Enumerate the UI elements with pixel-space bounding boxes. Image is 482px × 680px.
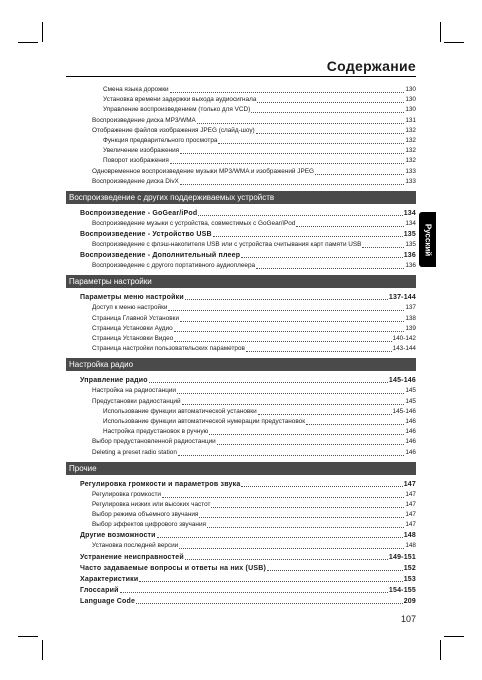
crop-mark <box>18 42 38 43</box>
toc-entry-page: 146 <box>405 417 416 425</box>
title-rule <box>66 76 416 77</box>
toc-entry-page: 137-144 <box>388 294 416 302</box>
toc-entry-label: Воспроизведение с другого портативного аудиоплеера <box>92 262 256 270</box>
dot-leader <box>179 541 404 549</box>
toc-chapter-entry[interactable] <box>66 479 416 490</box>
dot-leader <box>267 563 403 571</box>
dot-leader <box>218 136 404 144</box>
toc-entry-label: Глоссарий <box>80 586 119 594</box>
toc-entry[interactable] <box>66 344 416 354</box>
toc-entry-page: 146 <box>405 448 416 456</box>
toc-entry-page: 148 <box>405 542 416 550</box>
toc-entry-page: 149-151 <box>388 553 416 561</box>
toc-chapter-entry[interactable] <box>66 530 416 541</box>
toc-entry-page: 147 <box>403 480 416 488</box>
dot-leader <box>178 448 404 456</box>
toc-entry-page: 147 <box>405 500 416 508</box>
toc-entry-label: Поворот изображения <box>103 157 169 165</box>
page-number: 107 <box>400 614 416 624</box>
toc-entry-label: Воспроизведение диска DivX <box>92 177 179 185</box>
dot-leader <box>241 250 403 258</box>
toc-entry-label: Настройка предустановок в ручную <box>103 428 209 436</box>
dot-leader <box>197 116 405 124</box>
dot-leader <box>296 219 404 227</box>
dot-leader <box>209 427 404 435</box>
toc-entry-label: Увеличение изображения <box>103 147 180 155</box>
toc-entry[interactable] <box>66 314 416 324</box>
dot-leader <box>139 574 402 582</box>
toc-entry-page: 132 <box>405 136 416 144</box>
toc-entry-label: Управление воспроизведением (только для VCD) <box>103 106 251 114</box>
toc-entry-label: Deleting a preset radio station <box>92 448 177 456</box>
dot-leader <box>149 375 388 383</box>
dot-leader <box>182 397 405 405</box>
toc-entry[interactable] <box>66 95 416 105</box>
toc-chapter-entry[interactable] <box>66 574 416 585</box>
toc-entry-label: Устранение неисправностей <box>80 553 184 561</box>
toc-entry-page: 130 <box>405 106 416 114</box>
toc-entry[interactable] <box>66 85 416 95</box>
toc-chapter-entry[interactable] <box>66 250 416 261</box>
toc-entry[interactable] <box>66 490 416 500</box>
toc-entry-page: 131 <box>405 116 416 124</box>
toc-entry[interactable] <box>66 334 416 344</box>
toc-entry-page: 137 <box>405 304 416 312</box>
dot-leader <box>362 240 404 248</box>
toc-entry-label: Доступ к меню настройки <box>92 304 168 312</box>
toc-entry[interactable] <box>66 303 416 313</box>
dot-leader <box>120 585 388 593</box>
toc-entry-page: 130 <box>405 86 416 93</box>
toc-entry-label: Использование функции автоматической установки <box>103 407 257 415</box>
toc-entry[interactable] <box>66 437 416 447</box>
toc-entry-label: Регулировка низких или высоких частот <box>92 500 211 508</box>
toc-entry-page: 139 <box>405 324 416 332</box>
dot-leader <box>256 261 404 269</box>
dot-leader <box>257 95 404 103</box>
dot-leader <box>185 292 388 300</box>
crop-mark <box>42 22 43 42</box>
toc-entry-page: 134 <box>405 219 416 227</box>
toc-entry-page: 146 <box>405 428 416 436</box>
toc-entry-label: Часто задаваемые вопросы и ответы на них (USB) <box>80 564 266 572</box>
section-heading: Настройка радио <box>66 358 416 371</box>
toc-chapter-entry[interactable] <box>66 208 416 219</box>
toc-entry-page: 147 <box>405 511 416 519</box>
dot-leader <box>315 167 404 175</box>
toc-entry[interactable] <box>66 219 416 229</box>
toc-entry-label: Отображение файлов изображения JPEG (слайд-шоу) <box>92 126 255 134</box>
toc-entry-page: 145-146 <box>392 407 416 415</box>
section-heading: Воспроизведение с других поддерживаемых устройств <box>66 191 416 204</box>
dot-leader <box>136 596 403 604</box>
toc-entry-label: Language Code <box>80 597 136 605</box>
toc-entry-page: 146 <box>405 438 416 446</box>
toc-entry-label: Настройка на радиостанции <box>92 387 176 395</box>
toc-entry-page: 140-142 <box>392 335 416 342</box>
toc-entry-label: Одновременное воспроизведение музыки MP3/WMA и изображений JPEG <box>92 167 314 175</box>
toc-entry-label: Воспроизведение музыки с устройства, совместимых с GoGear/iPod <box>92 219 296 227</box>
toc-entry-page: 135 <box>403 231 416 239</box>
toc-entry-page: 143-144 <box>392 345 416 353</box>
toc-entry-label: Выбор предустановленной радиостанции <box>92 438 216 446</box>
toc-entry-label: Воспроизведение - GoGear/iPod <box>80 209 198 217</box>
dot-leader <box>217 437 405 445</box>
toc-entry-page: 136 <box>403 252 416 260</box>
toc-entry-label: Страница настройки пользовательских параметров <box>92 345 245 353</box>
dot-leader <box>180 146 404 154</box>
toc-entry-label: Воспроизведение с флэш-накопителя USB или с устройства считывания карт памяти USB <box>92 241 362 249</box>
toc-entry[interactable] <box>66 510 416 520</box>
crop-mark <box>444 42 464 43</box>
crop-mark <box>42 640 43 660</box>
dot-leader <box>258 407 392 415</box>
toc-chapter-entry[interactable] <box>66 292 416 303</box>
dot-leader <box>256 126 405 134</box>
dot-leader <box>180 177 405 185</box>
toc-chapter-entry[interactable] <box>66 375 416 386</box>
toc-entry[interactable] <box>66 324 416 334</box>
toc-entry[interactable] <box>66 105 416 115</box>
toc-entry[interactable] <box>66 386 416 396</box>
toc-entry[interactable] <box>66 126 416 136</box>
toc-entry-label: Смена языка дорожки <box>103 86 169 93</box>
toc-entry-label: Регулировка громкости <box>92 490 161 498</box>
dot-leader <box>162 490 404 498</box>
dot-leader <box>213 229 403 237</box>
section-heading: Прочие <box>66 462 416 475</box>
dot-leader <box>180 314 404 322</box>
toc-entry-page: 132 <box>405 126 416 134</box>
toc-entry-label: Установка последней версии <box>92 542 179 550</box>
dot-leader <box>211 500 404 508</box>
toc-entry-label: Управление радио <box>80 377 148 385</box>
page-title: Содержание <box>326 58 416 74</box>
toc-entry-label: Характеристики <box>80 575 139 583</box>
crop-mark <box>444 636 464 637</box>
toc-chapter-entry[interactable] <box>66 596 416 607</box>
toc-entry-page: 136 <box>405 262 416 270</box>
toc-entry-label: Предустановки радиостанций <box>92 397 181 405</box>
toc-entry-page: 130 <box>405 96 416 104</box>
toc-entry-label: Страница Установки Аудио <box>92 324 173 332</box>
toc-entry-label: Воспроизведение - Устройство USB <box>80 231 212 239</box>
table-of-contents <box>66 85 416 607</box>
toc-entry-label: Установка времени задержки выхода аудиосигнала <box>103 96 257 104</box>
toc-entry-label: Воспроизведение диска MP3/WMA <box>92 116 196 124</box>
toc-entry-page: 138 <box>405 314 416 322</box>
toc-entry[interactable] <box>66 146 416 156</box>
toc-entry-page: 132 <box>405 157 416 165</box>
crop-mark <box>18 636 38 637</box>
dot-leader <box>207 520 404 528</box>
toc-entry-label: Другие возможности <box>80 532 156 540</box>
toc-entry-label: Выбор эффектов цифрового звучания <box>92 521 206 529</box>
dot-leader <box>241 479 402 487</box>
toc-entry-page: 209 <box>403 597 416 605</box>
language-tab <box>419 212 436 267</box>
toc-entry[interactable] <box>66 417 416 427</box>
toc-entry[interactable] <box>66 116 416 126</box>
dot-leader <box>170 85 405 93</box>
toc-entry-label: Регулировка громкости и параметров звука <box>80 480 241 488</box>
crop-mark <box>440 640 441 660</box>
dot-leader <box>157 530 403 538</box>
toc-entry-label: Выбор режима объемного звучания <box>92 511 199 519</box>
toc-entry-page: 147 <box>405 490 416 498</box>
toc-entry-page: 133 <box>405 177 416 185</box>
crop-mark <box>440 22 441 42</box>
toc-entry[interactable] <box>66 136 416 146</box>
toc-entry[interactable] <box>66 261 416 271</box>
dot-leader <box>170 156 404 164</box>
toc-entry-page: 148 <box>403 532 416 540</box>
toc-entry-page: 153 <box>403 575 416 583</box>
toc-entry[interactable] <box>66 541 416 551</box>
toc-entry[interactable] <box>66 520 416 530</box>
toc-entry-page: 145 <box>405 387 416 395</box>
toc-entry-label: Использование функции автоматической нумерации предустановок <box>103 417 306 425</box>
toc-entry-label: Воспроизведение - Дополнительный плеер <box>80 252 241 260</box>
dot-leader <box>174 324 405 332</box>
dot-leader <box>199 510 404 518</box>
toc-entry-label: Функция предварительного просмотра <box>103 136 218 144</box>
toc-entry[interactable] <box>66 407 416 417</box>
toc-entry-page: 154-155 <box>388 586 416 594</box>
section-heading: Параметры настройки <box>66 275 416 288</box>
dot-leader <box>198 208 402 216</box>
toc-entry[interactable] <box>66 177 416 187</box>
toc-entry-page: 134 <box>403 209 416 217</box>
toc-entry-page: 132 <box>405 147 416 155</box>
dot-leader <box>174 334 391 342</box>
dot-leader <box>251 105 404 113</box>
toc-chapter-entry[interactable] <box>66 563 416 574</box>
toc-entry-page: 147 <box>405 521 416 529</box>
dot-leader <box>246 344 392 352</box>
toc-chapter-entry[interactable] <box>66 552 416 563</box>
toc-chapter-entry[interactable] <box>66 585 416 596</box>
dot-leader <box>306 417 404 425</box>
toc-entry-page: 133 <box>405 167 416 175</box>
toc-entry[interactable] <box>66 156 416 166</box>
toc-chapter-entry[interactable] <box>66 229 416 240</box>
toc-entry[interactable] <box>66 240 416 250</box>
toc-entry[interactable] <box>66 500 416 510</box>
toc-entry[interactable] <box>66 167 416 177</box>
dot-leader <box>168 303 404 311</box>
toc-entry-page: 135 <box>405 241 416 249</box>
toc-entry[interactable] <box>66 448 416 458</box>
language-tab-label: Русский <box>423 223 432 256</box>
dot-leader <box>185 552 388 560</box>
dot-leader <box>177 386 404 394</box>
toc-entry[interactable] <box>66 397 416 407</box>
toc-entry-label: Страница Установки Видео <box>92 335 174 342</box>
toc-entry-page: 152 <box>403 564 416 572</box>
toc-entry[interactable] <box>66 427 416 437</box>
toc-entry-label: Параметры меню настройки <box>80 294 184 302</box>
toc-entry-page: 145 <box>405 397 416 405</box>
toc-entry-page: 145-146 <box>388 377 416 385</box>
toc-entry-label: Страница Главной Установки <box>92 314 180 322</box>
